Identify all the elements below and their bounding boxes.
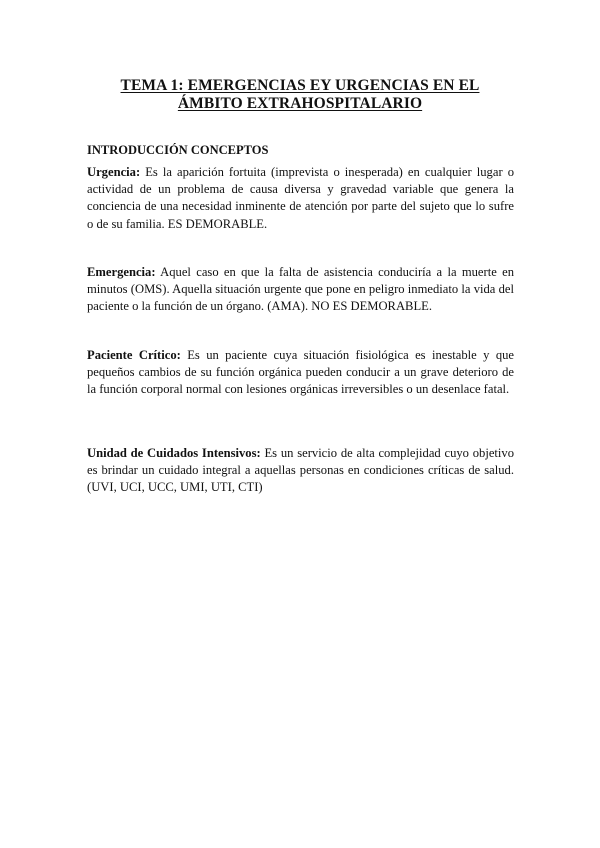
section-heading: INTRODUCCIÓN CONCEPTOS: [87, 143, 269, 157]
term-paciente-critico: Paciente Crítico:: [87, 348, 181, 362]
term-urgencia: Urgencia:: [87, 165, 141, 179]
definition-unidad-cuidados-intensivos: [87, 445, 514, 497]
definition-text-urgencia: Es la aparición fortuita (imprevista o inesperada) en cualquier lugar o actividad de un problema de causa diversa y gravedad variable que genera la conciencia de una necesidad inminente de atención por parte del sujeto que lo sufre o de su familia. ES DEMORABLE.: [87, 165, 514, 231]
title-line-1: TEMA 1: EMERGENCIAS EY URGENCIAS EN EL: [120, 77, 480, 94]
term-unidad-cuidados-intensivos: Unidad de Cuidados Intensivos:: [87, 446, 261, 460]
definition-paciente-critico: [87, 347, 514, 399]
title-line-2: ÁMBITO EXTRAHOSPITALARIO: [177, 95, 423, 112]
document-title: [60, 77, 540, 113]
definition-urgencia: [87, 164, 514, 233]
term-emergencia: Emergencia:: [87, 265, 156, 279]
definition-text-emergencia: Aquel caso en que la falta de asistencia conduciría a la muerte en minutos (OMS). Aquella situación urgente que pone en peligro inmediato la vida del paciente o la función de un órgano. (AMA). NO ES DEMORABLE.: [87, 265, 514, 314]
definition-emergencia: [87, 264, 514, 316]
definition-text-paciente-critico: Es un paciente cuya situación fisiológica es inestable y que pequeños cambios de su función orgánica pueden conducir a un grave deterioro de la función corporal normal con lesiones orgánicas irreversibles o un desenlace fatal.: [87, 348, 514, 397]
definition-text-unidad-cuidados-intensivos: Es un servicio de alta complejidad cuyo objetivo es brindar un cuidado integral a aquellas personas en condiciones críticas de salud. (UVI, UCI, UCC, UMI, UTI, CTI): [87, 446, 515, 495]
